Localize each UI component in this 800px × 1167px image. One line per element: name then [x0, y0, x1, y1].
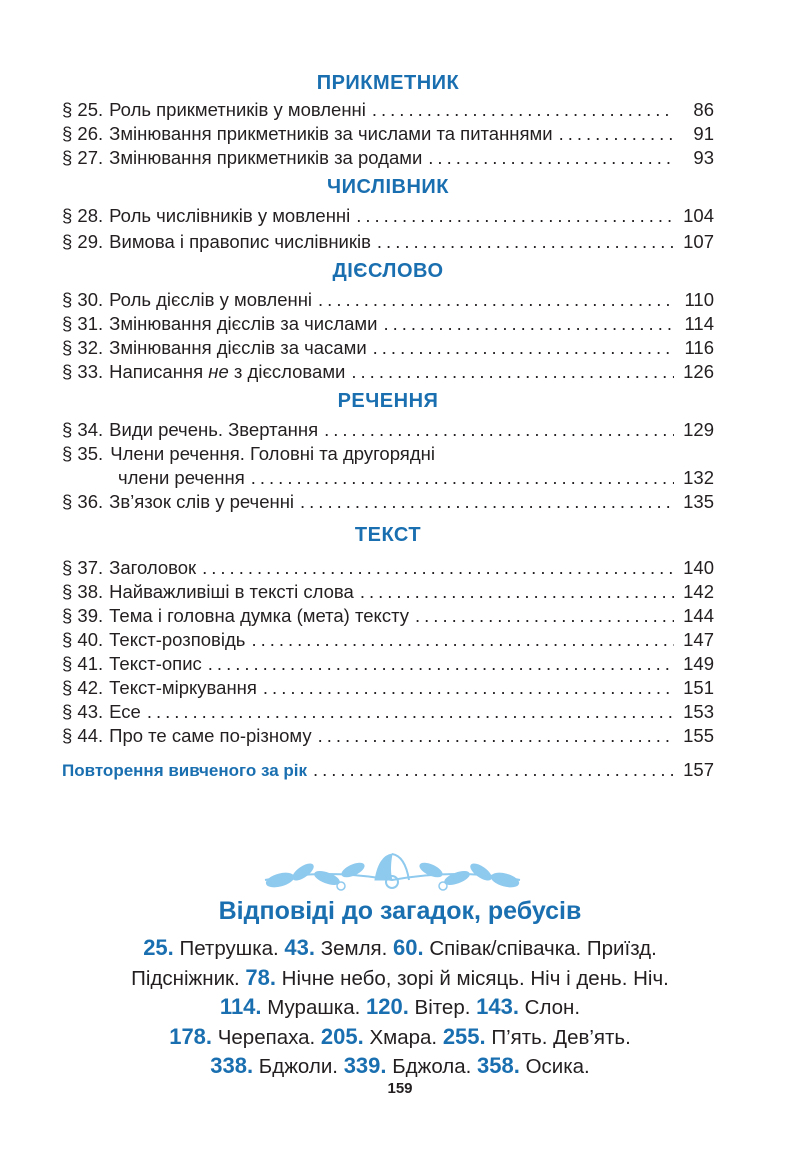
entry-page: 110 — [684, 289, 714, 310]
toc-entry[interactable] — [62, 336, 714, 360]
dot-leader — [377, 230, 674, 254]
entry-title: Змінювання дієслів за числами — [109, 313, 378, 334]
answer-text: Нічне небо, зорі й місяць. Ніч і день. Ніч. — [275, 966, 669, 990]
entry-page: 153 — [683, 701, 714, 722]
entry-title: Зв’язок слів у реченні — [109, 491, 295, 512]
entry-number: § 38. — [62, 581, 104, 602]
entry-page: 114 — [684, 313, 714, 334]
entry-number: § 34. — [62, 419, 104, 440]
entry-title: Члени речення. Головні та другорядні — [110, 443, 435, 464]
entry-title: Текст-міркування — [109, 677, 257, 698]
entry-page: 151 — [683, 677, 714, 698]
dot-leader — [251, 628, 674, 652]
entry-title: Роль дієслів у мовленні — [109, 289, 313, 310]
section-title-numeral: ЧИСЛІВНИК — [327, 176, 449, 198]
toc-entry[interactable] — [62, 122, 714, 146]
entry-number: § 31. — [62, 313, 104, 334]
answer-text: Хмара. — [363, 1025, 443, 1049]
dot-leader — [313, 758, 674, 782]
entry-title: Написання не з дієсловами — [109, 361, 346, 382]
toc-entry-continuation[interactable] — [62, 466, 714, 490]
entry-number: § 25. — [62, 99, 104, 120]
toc-entry-review[interactable] — [62, 758, 714, 783]
toc-entry[interactable] — [62, 724, 714, 748]
entry-title: Текст-опис — [109, 653, 202, 674]
answer-text: Слон. — [518, 996, 581, 1019]
entry-number: § 36. — [62, 491, 104, 512]
page-number: 159 — [387, 1080, 413, 1097]
entry-title: Змінювання прикметників за родами — [109, 147, 423, 168]
section-title-sentence: РЕЧЕННЯ — [337, 390, 439, 412]
answer-number: 338. — [210, 1053, 254, 1078]
toc-entry[interactable] — [62, 418, 714, 442]
entry-page: 132 — [683, 467, 714, 488]
answers-title: Відповіді до загадок, ребусів — [218, 897, 582, 925]
entry-title: Заголовок — [109, 557, 197, 578]
answer-number: 25. — [143, 935, 174, 960]
answer-number: 339. — [343, 1053, 387, 1078]
entry-page: 157 — [683, 759, 714, 780]
dot-leader — [318, 288, 674, 312]
dot-leader — [373, 336, 674, 360]
dot-leader — [559, 122, 674, 146]
toc-entry[interactable] — [62, 98, 714, 122]
entry-page: 91 — [693, 123, 714, 144]
entry-page: 107 — [683, 231, 714, 252]
answer-number: 178. — [169, 1023, 213, 1049]
floral-ornament-icon — [255, 850, 530, 894]
dot-leader — [351, 360, 674, 384]
entry-page: 142 — [683, 581, 714, 602]
entry-page: 155 — [683, 725, 714, 746]
dot-leader — [147, 700, 674, 724]
answers-line — [40, 1052, 760, 1082]
answer-text: Вітер. — [408, 996, 477, 1019]
section-title-adjective: ПРИКМЕТНИК — [316, 72, 460, 94]
entry-title: Вимова і правопис числівників — [109, 231, 371, 252]
answer-number: 205. — [320, 1023, 364, 1049]
dot-leader — [318, 724, 674, 748]
entry-page: 86 — [693, 99, 714, 120]
entry-page: 144 — [683, 605, 714, 626]
dot-leader — [324, 418, 674, 442]
dot-leader — [251, 466, 674, 490]
answer-number: 255. — [442, 1023, 486, 1049]
answer-text: Бджола. — [386, 1055, 478, 1078]
toc-entry[interactable] — [62, 312, 714, 336]
entry-title: Змінювання дієслів за часами — [109, 337, 367, 358]
toc-entry[interactable] — [62, 652, 714, 676]
dot-leader — [202, 556, 674, 580]
toc-entry-multiline[interactable] — [62, 442, 714, 466]
entry-page: 135 — [683, 491, 714, 512]
answer-text: Співак/співачка. Приїзд. — [423, 937, 657, 960]
entry-page: 129 — [683, 419, 714, 440]
section-title-text: ТЕКСТ — [354, 524, 422, 546]
emphasis: не — [208, 361, 229, 382]
dot-leader — [300, 490, 674, 514]
answer-number: 143. — [476, 994, 519, 1019]
section-title-verb: ДІЄСЛОВО — [332, 260, 444, 282]
entry-page: 140 — [683, 557, 714, 578]
toc-entry[interactable] — [62, 490, 714, 514]
entry-number: § 27. — [62, 147, 104, 168]
entry-title: Есе — [109, 701, 141, 722]
answers-line — [40, 993, 760, 1023]
toc-entry[interactable] — [62, 676, 714, 700]
answer-number: 120. — [366, 994, 409, 1019]
answer-number: 43. — [284, 935, 315, 960]
dot-leader — [372, 98, 674, 122]
dot-leader — [360, 580, 674, 604]
answer-number: 78. — [245, 964, 276, 990]
answer-text: Підсніжник. — [131, 966, 246, 990]
table-of-contents — [62, 68, 714, 783]
toc-entry[interactable] — [62, 556, 714, 580]
entry-title: Змінювання прикметників за числами та питаннями — [109, 123, 553, 144]
toc-entry[interactable] — [62, 288, 714, 312]
toc-entry[interactable] — [62, 146, 714, 170]
dot-leader — [263, 676, 674, 700]
toc-entry[interactable] — [62, 700, 714, 724]
answers-line — [40, 964, 760, 994]
entry-page: 116 — [684, 337, 714, 358]
answer-text: Мурашка. — [261, 996, 367, 1019]
entry-title: Види речень. Звертання — [109, 419, 319, 440]
answer-text: Петрушка. — [173, 937, 285, 960]
review-title: Повторення вивченого за рік — [62, 761, 307, 780]
entry-number: § 28. — [62, 205, 104, 226]
entry-page: 126 — [683, 361, 714, 382]
dot-leader — [384, 312, 675, 336]
entry-number: § 43. — [62, 701, 104, 722]
dot-leader — [415, 604, 674, 628]
toc-entry[interactable] — [62, 204, 714, 228]
toc-entry[interactable] — [62, 628, 714, 652]
entry-title-continuation: члени речення — [118, 467, 245, 488]
dot-leader — [356, 204, 674, 228]
entry-title: Найважливіші в тексті слова — [109, 581, 354, 602]
entry-number: § 41. — [62, 653, 104, 674]
entry-number: § 40. — [62, 629, 104, 650]
answer-text: Черепаха. — [212, 1025, 321, 1049]
entry-number: § 44. — [62, 725, 104, 746]
toc-entry[interactable] — [62, 360, 714, 384]
entry-number: § 29. — [62, 231, 104, 252]
answers-line — [40, 934, 760, 964]
dot-leader — [208, 652, 674, 676]
entry-title: Роль прикметників у мовленні — [109, 99, 366, 120]
answer-number: 358. — [477, 1053, 520, 1078]
toc-entry[interactable] — [62, 230, 714, 254]
entry-number: § 26. — [62, 123, 104, 144]
entry-number: § 30. — [62, 289, 104, 310]
entry-number: § 37. — [62, 557, 104, 578]
answers-block — [40, 934, 760, 1082]
entry-number: § 39. — [62, 605, 104, 626]
toc-entry[interactable] — [62, 604, 714, 628]
answer-text: Земля. — [315, 937, 394, 960]
answer-number: 60. — [393, 935, 424, 960]
entry-number: § 42. — [62, 677, 104, 698]
answers-line — [40, 1023, 760, 1053]
entry-number: § 33. — [62, 361, 104, 382]
answer-number: 114. — [219, 994, 262, 1019]
entry-number: § 35. — [62, 443, 104, 464]
entry-title: Текст-розповідь — [109, 629, 246, 650]
entry-page: 147 — [683, 629, 714, 650]
answer-text: Бджоли. — [253, 1055, 344, 1078]
toc-entry[interactable] — [62, 580, 714, 604]
dot-leader — [428, 146, 674, 170]
entry-title: Про те саме по-різному — [109, 725, 312, 746]
entry-page: 93 — [693, 147, 714, 168]
entry-title: Тема і головна думка (мета) тексту — [109, 605, 410, 626]
entry-page: 149 — [683, 653, 714, 674]
entry-number: § 32. — [62, 337, 104, 358]
answer-text: Осика. — [519, 1055, 590, 1078]
entry-title: Роль числівників у мовленні — [109, 205, 351, 226]
answer-text: П’ять. Дев’ять. — [485, 1025, 631, 1049]
entry-page: 104 — [683, 205, 714, 226]
